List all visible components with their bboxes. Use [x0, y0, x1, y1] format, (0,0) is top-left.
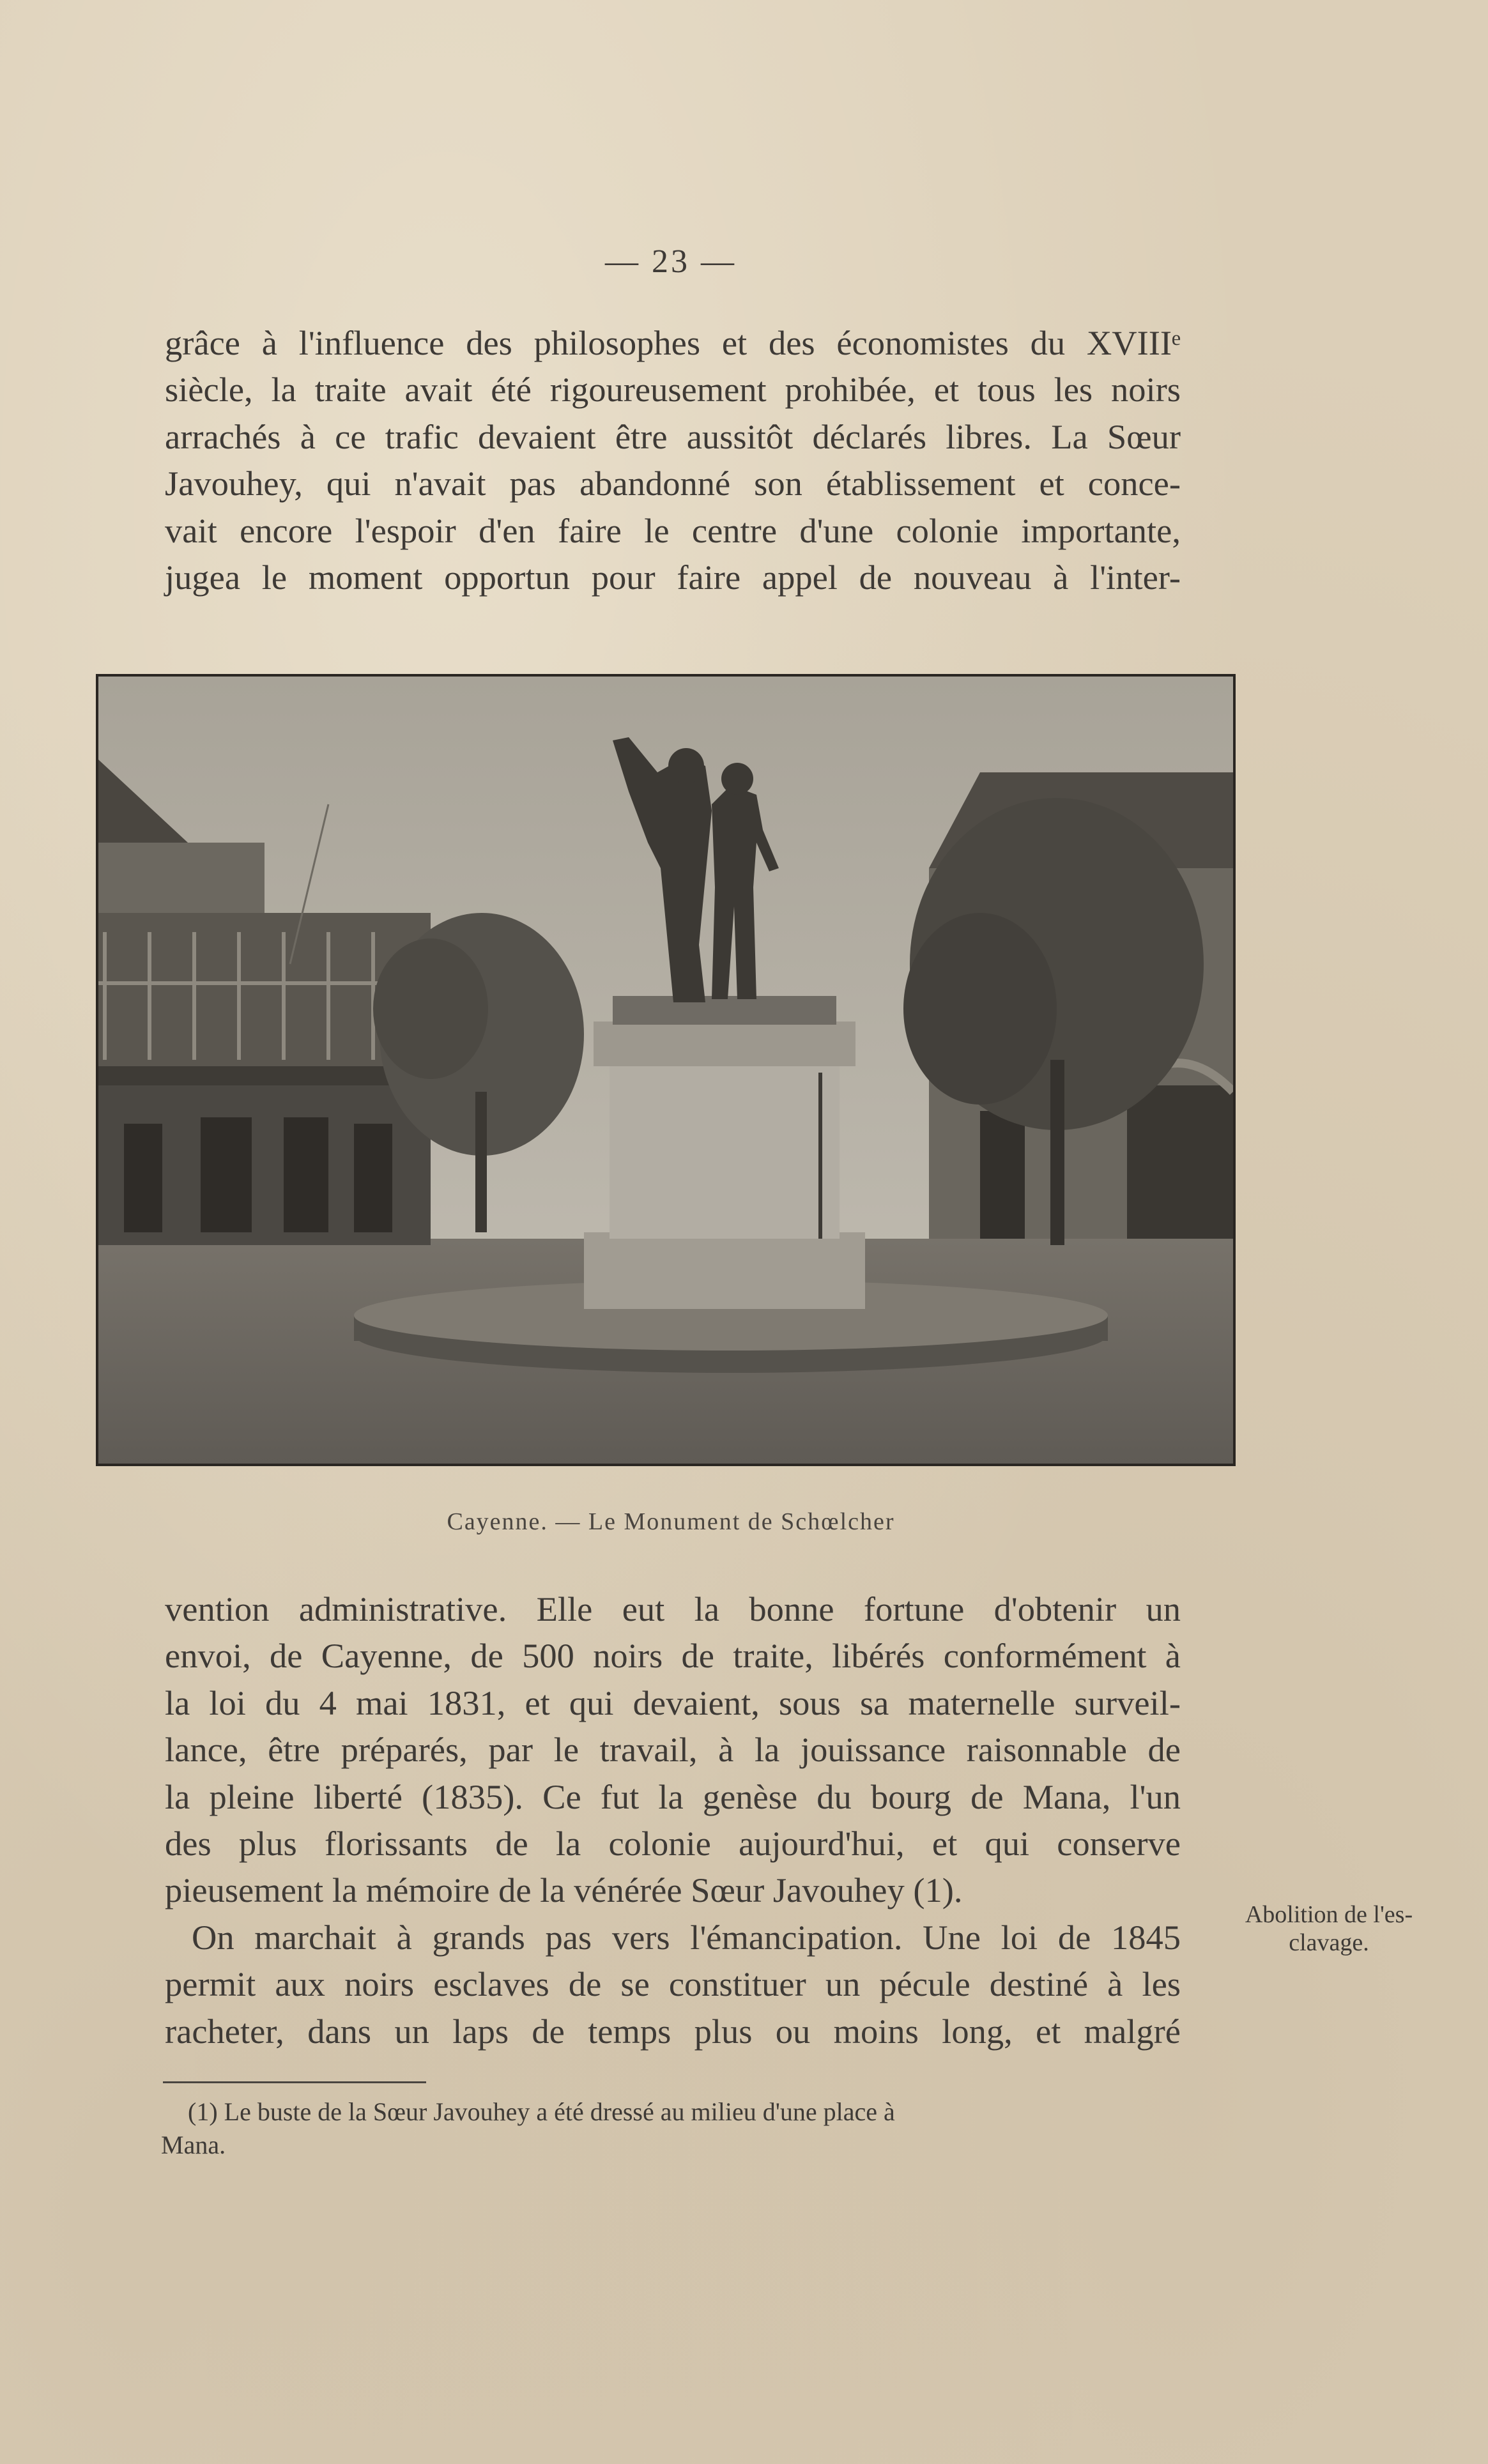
text-line: lance, être préparés, par le travail, à la jouissance raisonnable de: [165, 1730, 1181, 1770]
text-line: jugea le moment opportun pour faire appel de nouveau à l'inter-: [165, 558, 1181, 597]
text-line: des plus florissants de la colonie aujourd'hui, et qui conserve: [165, 1824, 1181, 1863]
monument-photograph: [96, 674, 1236, 1466]
text-line: On marchait à grands pas vers l'émancipation. Une loi de 1845: [192, 1917, 1181, 1957]
margin-note: [1201, 1901, 1457, 1957]
text-line: permit aux noirs esclaves de se constituer un pécule destiné à les: [165, 1964, 1181, 2004]
text-line: vention administrative. Elle eut la bonne fortune d'obtenir un: [165, 1589, 1181, 1628]
paragraph-top: [165, 319, 1181, 601]
text-line: grâce à l'influence des philosophes et des économistes du XVIIIᵉ: [165, 323, 1181, 362]
footnote-line: Mana.: [161, 2131, 226, 2159]
margin-note-line: Abolition de l'es-: [1245, 1901, 1413, 1928]
margin-note-line: clavage.: [1289, 1929, 1369, 1956]
text-line: vait encore l'espoir d'en faire le centre d'une colonie importante,: [165, 510, 1181, 550]
figure-caption: Cayenne. — Le Monument de Schœlcher: [447, 1508, 895, 1535]
paragraph-bottom: [165, 1586, 1181, 2055]
text-line: la pleine liberté (1835). Ce fut la genèse du bourg de Mana, l'un: [165, 1777, 1181, 1816]
text-line: envoi, de Cayenne, de 500 noirs de traite, libérés conformément à: [165, 1636, 1181, 1676]
text-line: la loi du 4 mai 1831, et qui devaient, sous sa maternelle surveil-: [165, 1683, 1181, 1722]
text-line: racheter, dans un laps de temps plus ou moins long, et malgré: [165, 2011, 1181, 2051]
text-line: pieusement la mémoire de la vénérée Sœur Javouhey (1).: [165, 1871, 963, 1910]
page-number: — 23 —: [605, 243, 737, 280]
footnote-line: (1) Le buste de la Sœur Javouhey a été dressé au milieu d'une place à: [188, 2097, 895, 2126]
text-line: arrachés à ce trafic devaient être aussitôt déclarés libres. La Sœur: [165, 417, 1181, 456]
footnote-rule: [163, 2081, 426, 2083]
text-line: siècle, la traite avait été rigoureusement prohibée, et tous les noirs: [165, 370, 1181, 409]
text-line: Javouhey, qui n'avait pas abandonné son établissement et conce-: [165, 464, 1181, 503]
photo-illustration: [98, 677, 1233, 1464]
footnote: [161, 2095, 1170, 2162]
